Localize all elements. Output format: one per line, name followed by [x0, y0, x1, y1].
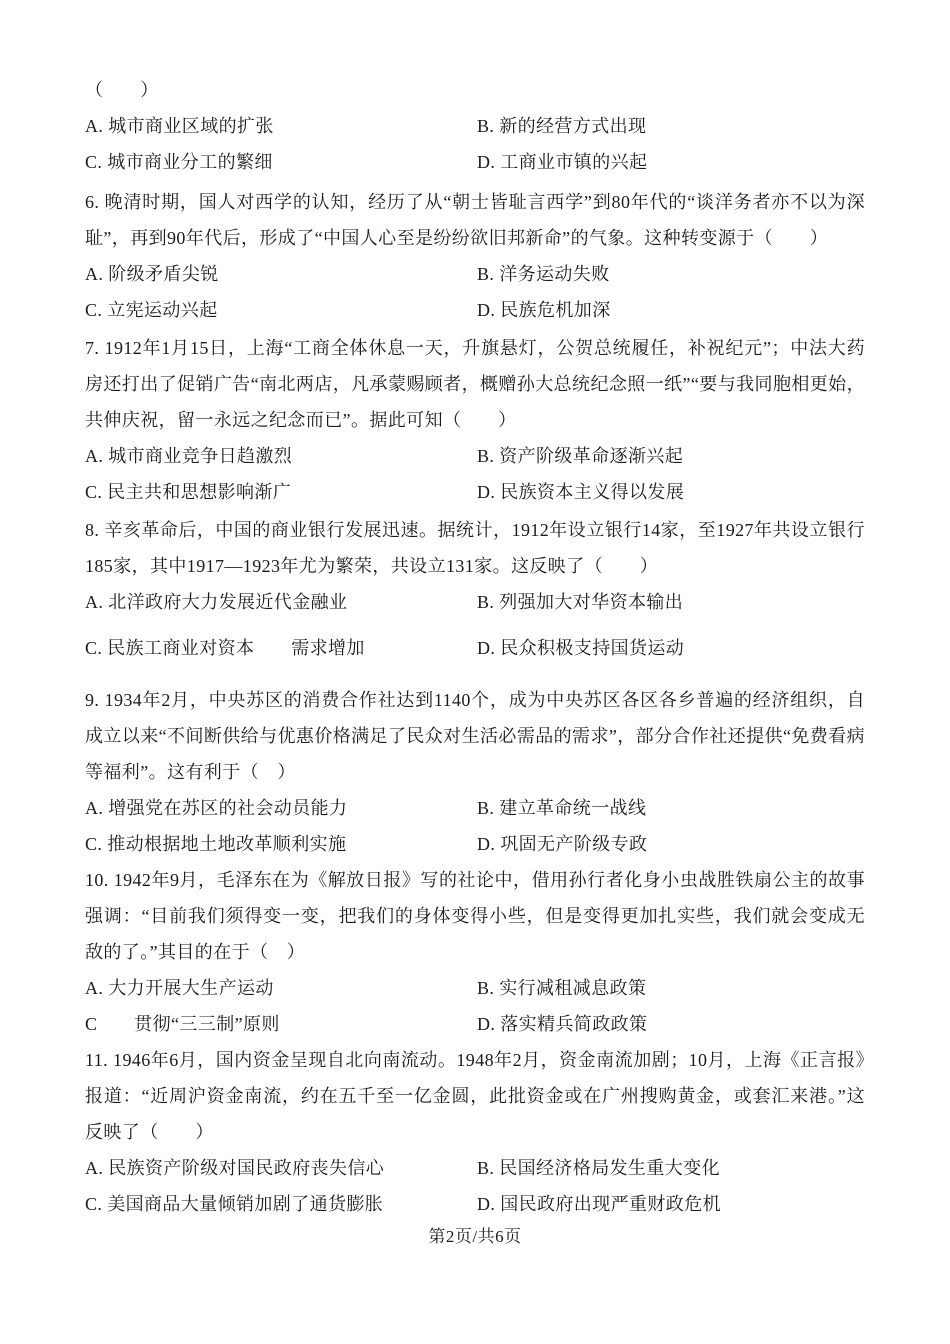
question-options — [85, 790, 865, 862]
option-c: C. 推动根据地土地改革顺利实施 — [85, 834, 347, 854]
question-options — [85, 1150, 865, 1222]
option-d: D. 国民政府出现严重财政危机 — [477, 1194, 721, 1214]
question-options — [85, 584, 865, 666]
question-5-continuation — [85, 72, 865, 180]
option-b: B. 实行减租减息政策 — [477, 978, 647, 998]
option-a: A. 阶级矛盾尖锐 — [85, 264, 219, 284]
question-stem: 7. 1912年1月15日，上海“工商全体休息一天，升旗悬灯，公贺总统履任，补祝纪元”；中法大药房还打出了促销广告“南北两店，凡承蒙赐顾者，概赠孙大总统纪念照一纸”“要与我同胞相更始，共伸庆祝，留一永远之纪念而已”。据此可知（ ） — [85, 338, 865, 430]
question-options — [85, 970, 865, 1042]
option-c: C. 民主共和思想影响渐广 — [85, 482, 292, 502]
option-b: B. 民国经济格局发生重大变化 — [477, 1158, 721, 1178]
option-c: C. 立宪运动兴起 — [85, 300, 218, 320]
option-c: C. 城市商业分工的繁细 — [85, 152, 273, 172]
page-number: 第2页/共6页 — [428, 1227, 522, 1246]
question-stem: 10. 1942年9月，毛泽东在为《解放日报》写的社论中，借用孙行者化身小虫战胜铁扇公主的故事强调：“目前我们须得变一变，把我们的身体变得小些，但是变得更加扎实些，我们就会变成无敌的了。”其目的在于（ ） — [85, 870, 865, 962]
question-stem: 6. 晚清时期，国人对西学的认知，经历了从“朝士皆耻言西学”到80年代的“谈洋务者亦不以为深耻”，再到90年代后，形成了“中国人心至是纷纷欲旧邦新命”的气象。这种转变源于（ ） — [85, 192, 865, 248]
option-d: D. 巩固无产阶级专政 — [477, 834, 648, 854]
question-stem: 11. 1946年6月，国内资金呈现自北向南流动。1948年2月，资金南流加剧；10月，上海《正言报》报道：“近周沪资金南流，约在五千至一亿金圆，此批资金或在广州搜购黄金，或套汇来港。”这反映了（ ） — [85, 1050, 865, 1142]
option-a: A. 北洋政府大力发展近代金融业 — [85, 592, 348, 612]
option-c: C 贯彻“三三制”原则 — [85, 1014, 280, 1034]
option-a: A. 增强党在苏区的社会动员能力 — [85, 798, 348, 818]
option-a: A. 城市商业竞争日趋激烈 — [85, 446, 293, 466]
question-9 — [85, 682, 865, 862]
option-d: D. 工商业市镇的兴起 — [477, 152, 648, 172]
question-options — [85, 108, 865, 180]
option-d: D. 落实精兵简政政策 — [477, 1014, 648, 1034]
question-11 — [85, 1042, 865, 1222]
question-stem: （ ） — [85, 80, 159, 100]
question-stem: 9. 1934年2月，中央苏区的消费合作社达到1140个，成为中央苏区各区各乡普遍的经济组织，自成立以来“不间断供给与优惠价格满足了民众对生活必需品的需求”，部分合作社还提供“免费看病等福利”。这有利于（ ） — [85, 690, 865, 782]
question-10 — [85, 862, 865, 1042]
question-6 — [85, 184, 865, 328]
option-b: B. 资产阶级革命逐渐兴起 — [477, 446, 684, 466]
option-c: C. 美国商品大量倾销加剧了通货膨胀 — [85, 1194, 384, 1214]
option-d: D. 民族危机加深 — [477, 300, 611, 320]
question-options — [85, 256, 865, 328]
option-a: A. 民族资产阶级对国民政府丧失信心 — [85, 1158, 385, 1178]
option-c: C. 民族工商业对资本 需求增加 — [85, 638, 365, 658]
question-stem: 8. 辛亥革命后，中国的商业银行发展迅速。据统计，1912年设立银行14家，至1927年共设立银行185家，其中1917—1923年尤为繁荣，共设立131家。这反映了（ ） — [85, 520, 865, 576]
page-footer — [0, 1222, 950, 1247]
option-a: A. 大力开展大生产运动 — [85, 978, 274, 998]
option-b: B. 列强加大对华资本输出 — [477, 592, 684, 612]
option-b: B. 新的经营方式出现 — [477, 116, 647, 136]
question-options — [85, 438, 865, 510]
option-a: A. 城市商业区域的扩张 — [85, 116, 274, 136]
question-8 — [85, 512, 865, 666]
question-7 — [85, 330, 865, 510]
option-d: D. 民族资本主义得以发展 — [477, 482, 685, 502]
option-d: D. 民众积极支持国货运动 — [477, 638, 685, 658]
option-b: B. 洋务运动失败 — [477, 264, 610, 284]
option-b: B. 建立革命统一战线 — [477, 798, 647, 818]
